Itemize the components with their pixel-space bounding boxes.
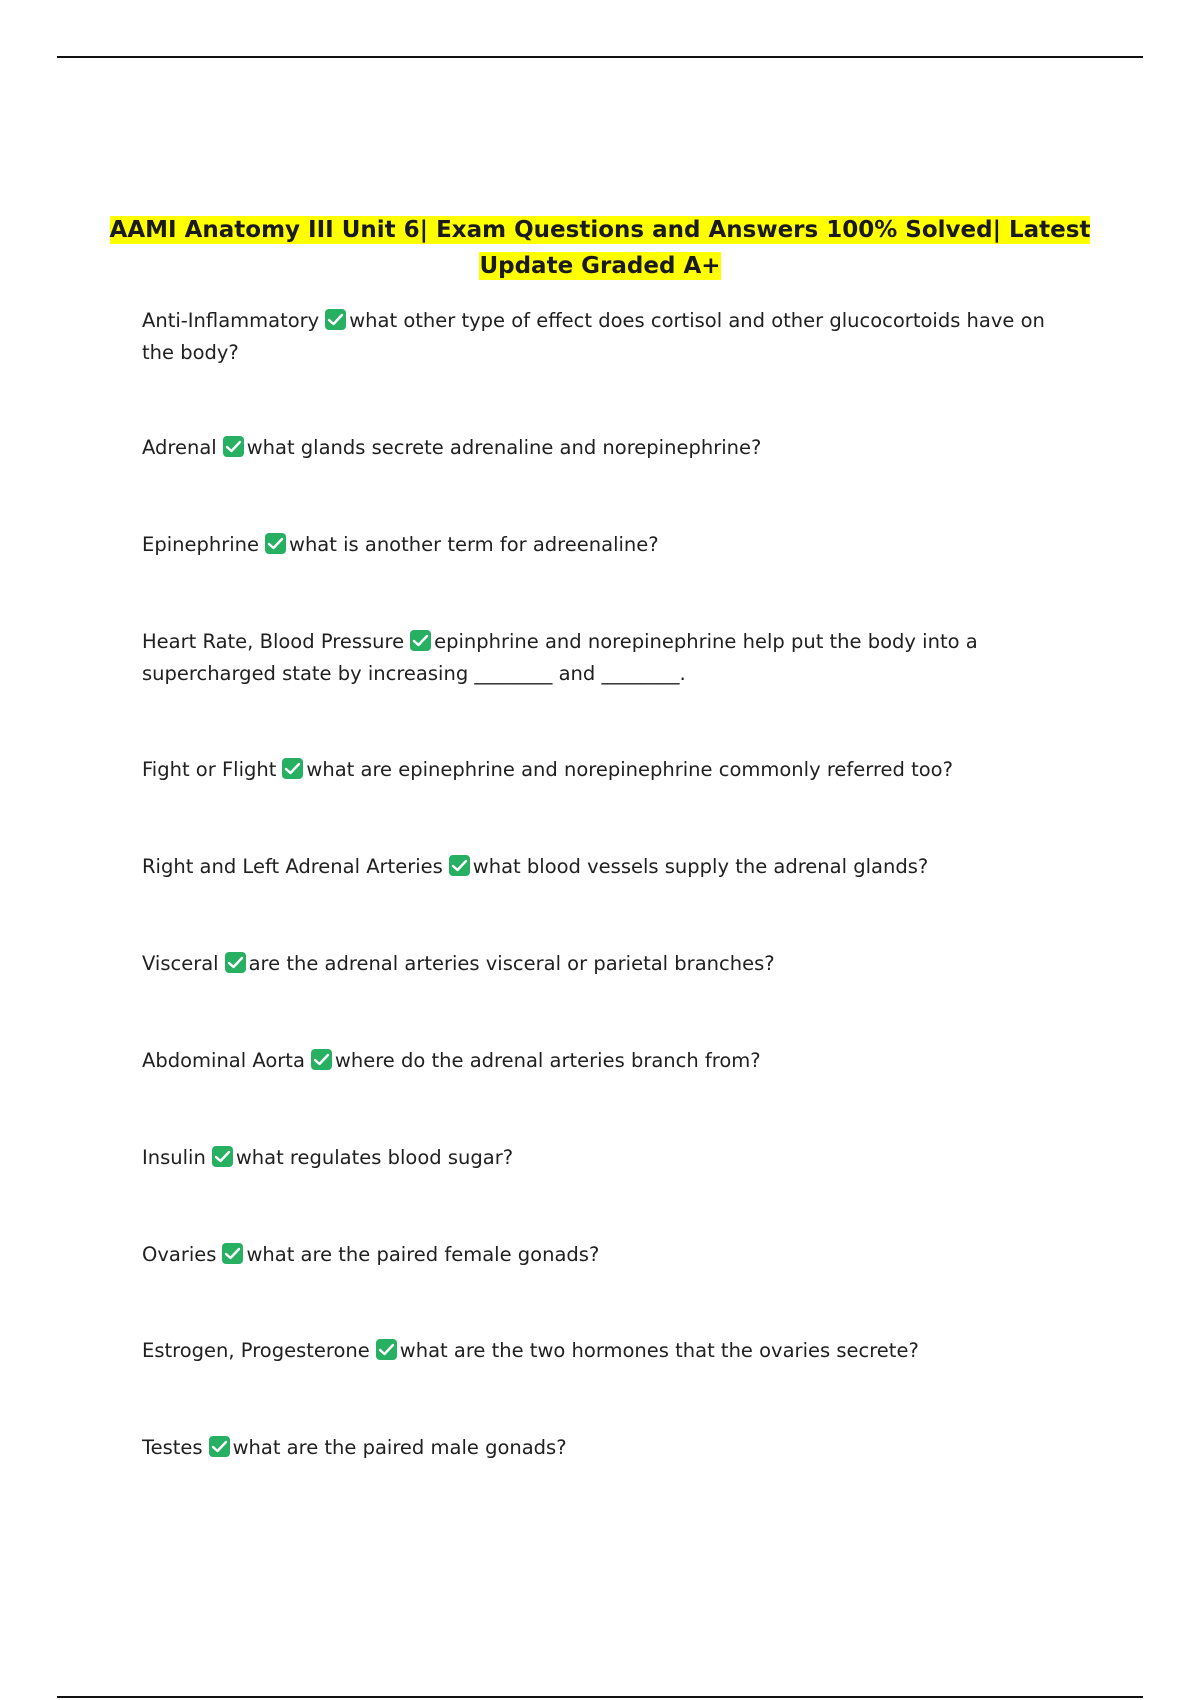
question-text: what other type of effect does cortisol and other glucocortoids have on the body? [142, 309, 1045, 364]
answer-text: Estrogen, Progesterone [142, 1339, 370, 1362]
question-text: what is another term for adreenaline? [289, 533, 659, 556]
question-text: what are the two hormones that the ovaries secrete? [399, 1339, 919, 1362]
question-text: what regulates blood sugar? [235, 1146, 514, 1169]
answer-text: Right and Left Adrenal Arteries [142, 855, 443, 878]
check-mark-icon [282, 758, 303, 779]
qa-item [142, 305, 1047, 369]
question-text: where do the adrenal arteries branch from? [334, 1049, 761, 1072]
qa-item [142, 754, 1047, 786]
qa-item [142, 1432, 1047, 1464]
question-text: what blood vessels supply the adrenal glands? [472, 855, 929, 878]
answer-text: Ovaries [142, 1243, 217, 1266]
check-mark-icon [311, 1049, 332, 1070]
document-title [100, 212, 1100, 284]
check-mark-icon [449, 855, 470, 876]
check-mark-icon [223, 436, 244, 457]
question-text: what glands secrete adrenaline and norepinephrine? [246, 436, 762, 459]
qa-item [142, 432, 1047, 464]
check-mark-icon [212, 1146, 233, 1167]
check-mark-icon [225, 952, 246, 973]
title-line-2: Update Graded A+ [479, 253, 721, 279]
answer-text: Heart Rate, Blood Pressure [142, 630, 405, 653]
answer-text: Testes [142, 1436, 203, 1459]
qa-item [142, 1335, 1047, 1367]
qa-item [142, 1045, 1047, 1077]
qa-item [142, 1142, 1047, 1174]
qa-item [142, 529, 1047, 561]
qa-item [142, 626, 1047, 690]
bottom-rule [57, 1696, 1143, 1698]
qa-item [142, 851, 1047, 883]
question-text: what are epinephrine and norepinephrine commonly referred too? [306, 758, 953, 781]
check-mark-icon [325, 309, 346, 330]
title-line-1: AAMI Anatomy III Unit 6| Exam Questions and Answers 100% Solved| Latest [109, 217, 1091, 243]
check-mark-icon [265, 533, 286, 554]
check-mark-icon [222, 1243, 243, 1264]
answer-text: Anti-Inflammatory [142, 309, 320, 332]
answer-text: Abdominal Aorta [142, 1049, 305, 1072]
answer-text: Epinephrine [142, 533, 259, 556]
check-mark-icon [410, 630, 431, 651]
qa-item [142, 1239, 1047, 1271]
answer-text: Fight or Flight [142, 758, 277, 781]
check-mark-icon [376, 1339, 397, 1360]
question-text: what are the paired female gonads? [246, 1243, 600, 1266]
top-rule [57, 56, 1143, 58]
answer-text: Adrenal [142, 436, 217, 459]
qa-item [142, 948, 1047, 980]
question-text: are the adrenal arteries visceral or parietal branches? [248, 952, 775, 975]
check-mark-icon [209, 1436, 230, 1457]
answer-text: Insulin [142, 1146, 206, 1169]
answer-text: Visceral [142, 952, 219, 975]
question-text: epinphrine and norepinephrine help put the body into a supercharged state by increasing ________ and ________. [142, 630, 978, 685]
question-text: what are the paired male gonads? [232, 1436, 567, 1459]
